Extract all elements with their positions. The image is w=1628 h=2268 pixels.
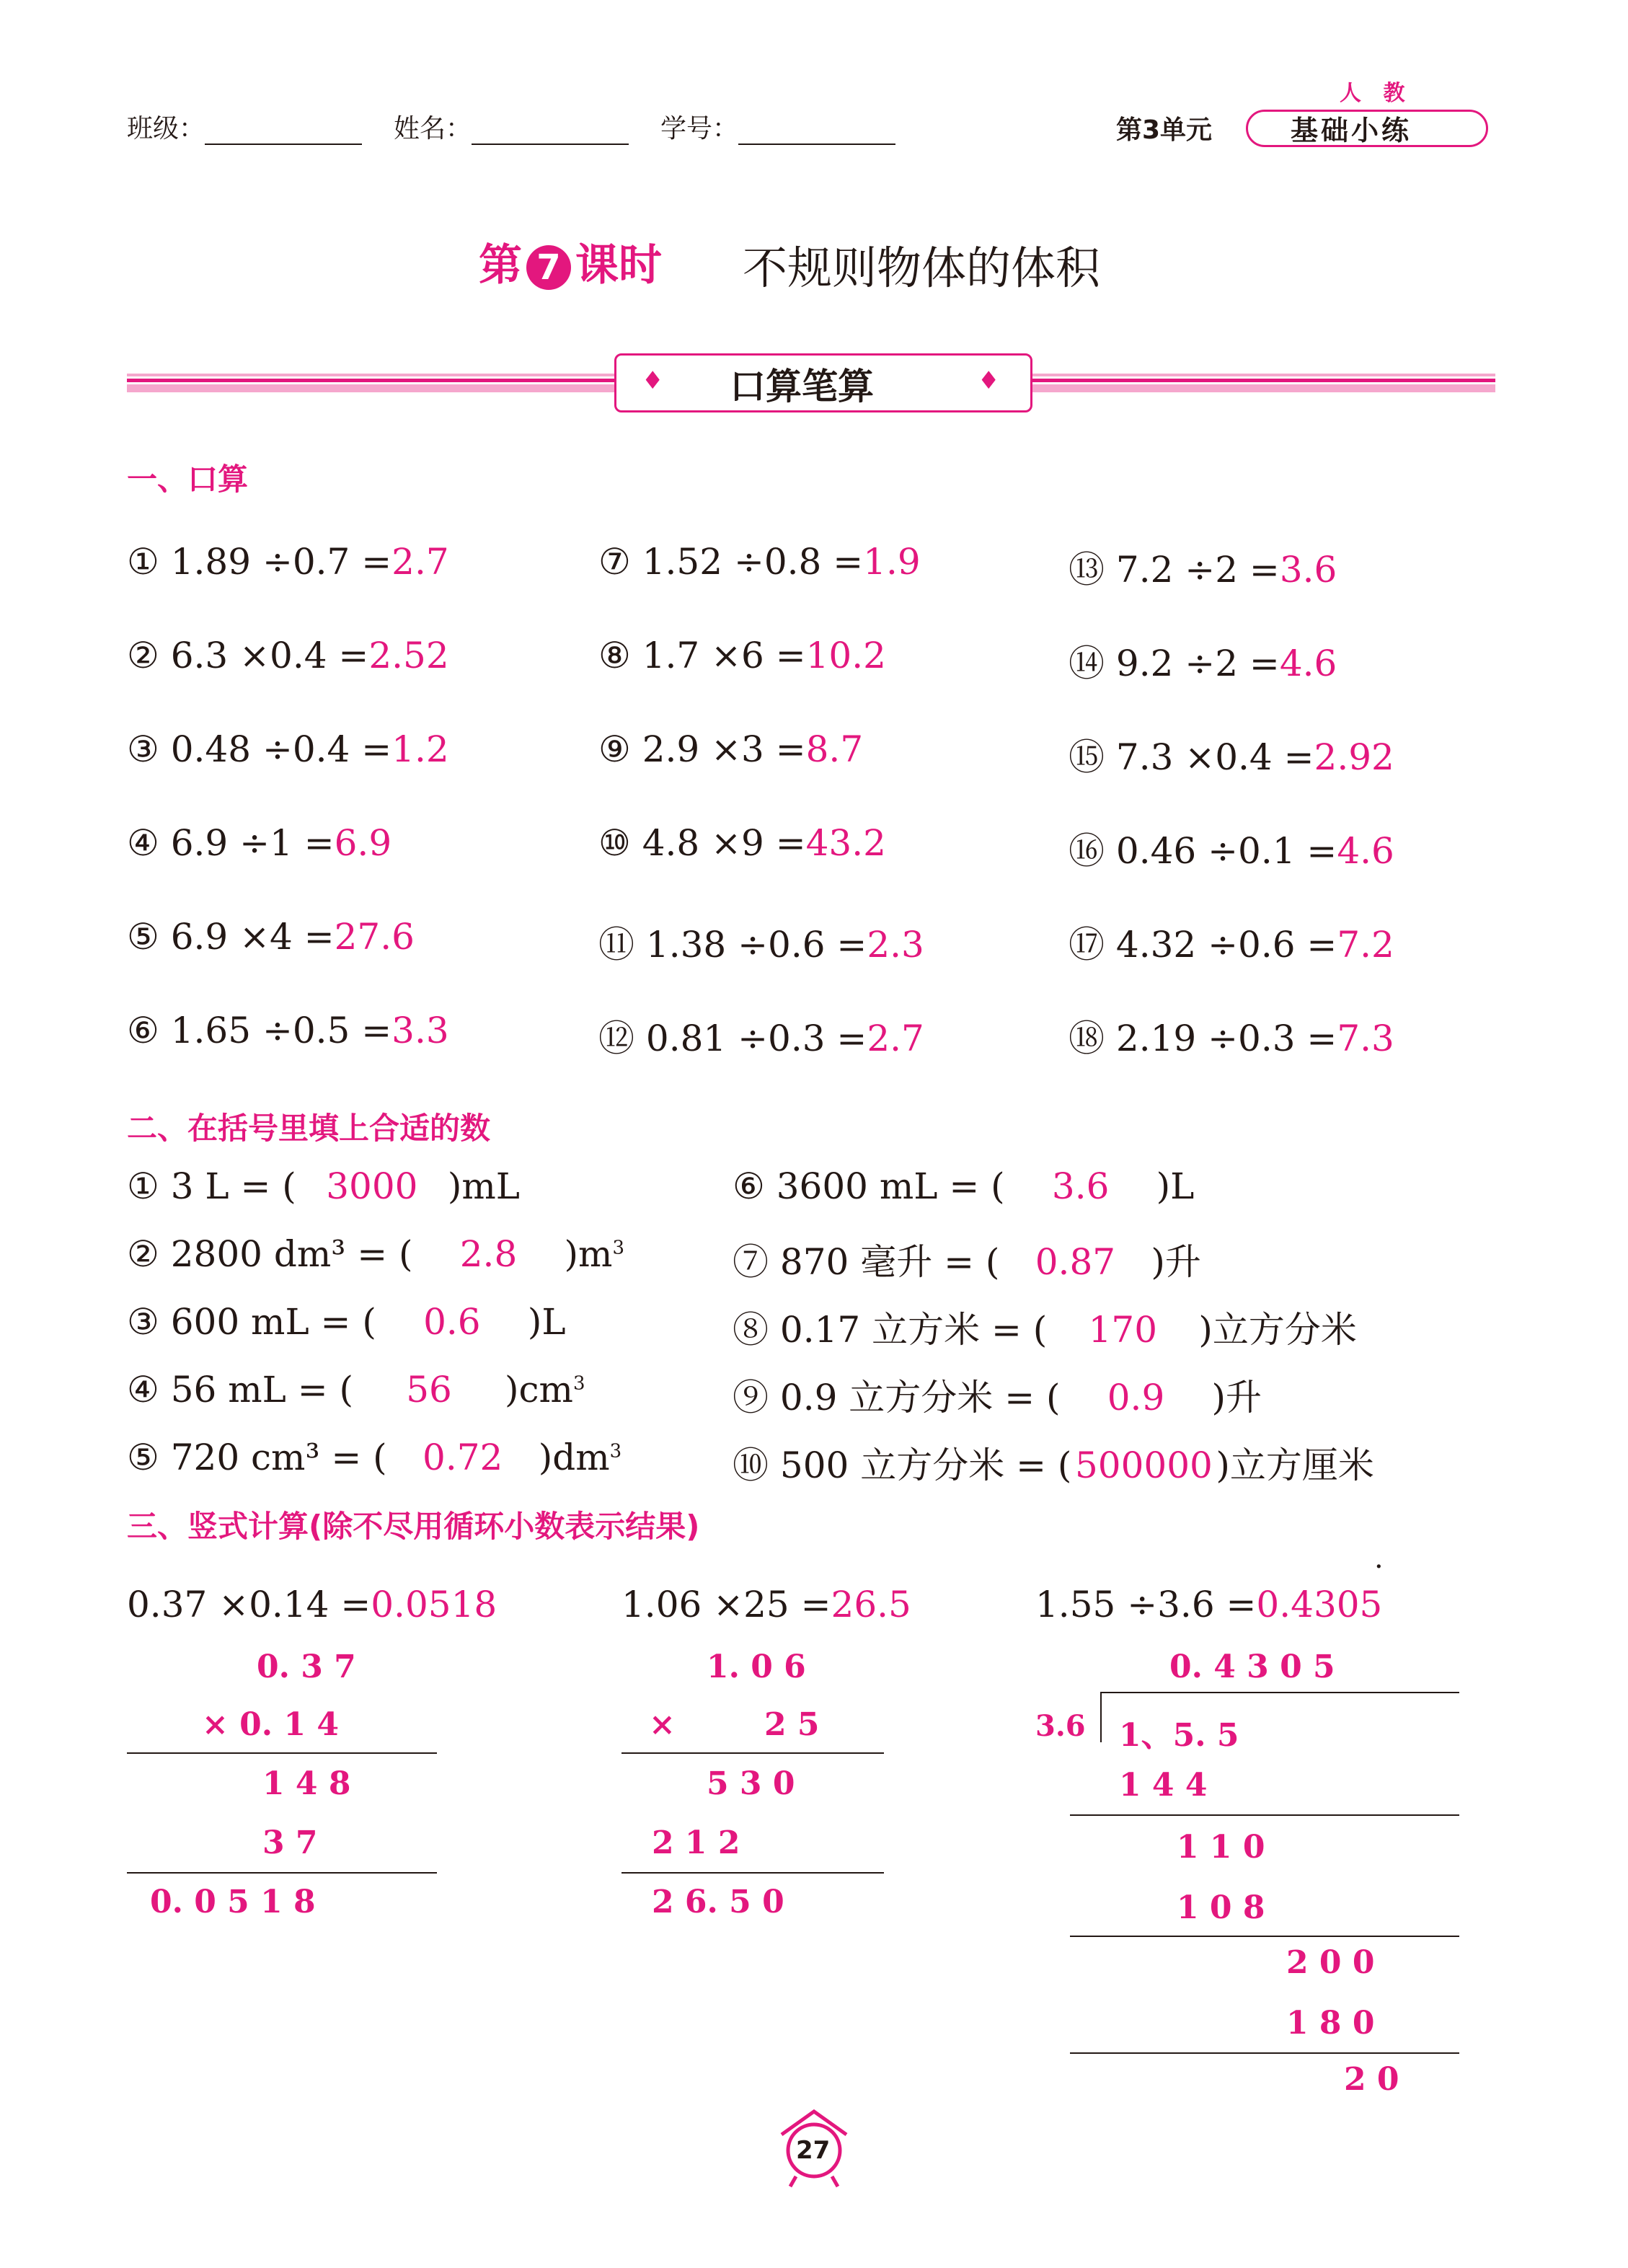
division-bracket <box>1100 1692 1102 1742</box>
question-item: ⑧ 1.7 ×6 =10.2 <box>598 635 886 676</box>
answer: 1.2 <box>391 728 449 770</box>
calc-row: 2 5 <box>764 1706 820 1743</box>
calc-row: 2 0 0 <box>1286 1944 1375 1981</box>
calc-divisor: 3.6 <box>1035 1709 1086 1743</box>
class-blank[interactable] <box>205 122 362 145</box>
fill-item: ⑥ 3600 mL = ( 3.6 )L <box>733 1165 1195 1207</box>
lesson-number <box>479 231 662 293</box>
student-id-blank[interactable] <box>738 122 895 145</box>
calc-row: 1. 0 6 <box>707 1649 806 1685</box>
student-id-label: 学号： <box>660 114 739 144</box>
fill-item: ⑨ 0.9 立方分米 = ( 0.9 )升 <box>733 1377 1262 1418</box>
calc-line <box>621 1752 884 1754</box>
banner-title: 口算笔算 <box>730 366 874 407</box>
answer: 2.52 <box>368 635 449 676</box>
fill-item: ⑧ 0.17 立方米 = ( 170 )立方分米 <box>733 1309 1357 1351</box>
question-item: ② 6.3 ×0.4 =2.52 <box>127 635 449 676</box>
answer: 7.2 <box>1337 924 1394 966</box>
answer: 7.3 <box>1337 1018 1394 1059</box>
calc-row: 0. 0 5 1 8 <box>150 1884 316 1920</box>
answer: 1.9 <box>863 541 921 583</box>
fill-answer[interactable]: 3000 <box>326 1165 418 1207</box>
class-field[interactable] <box>127 108 362 145</box>
unit-label: 第3单元 <box>1116 115 1213 145</box>
calc-row: 0. 3 7 <box>257 1649 356 1685</box>
question-item: ⑱ 2.19 ÷0.3 =7.3 <box>1069 1018 1394 1059</box>
question-item: ⑥ 1.65 ÷0.5 =3.3 <box>127 1010 449 1051</box>
answer: 3.3 <box>391 1010 449 1051</box>
calc-row: 2 0 <box>1344 2061 1399 2098</box>
fill-answer[interactable]: 2.8 <box>459 1233 518 1275</box>
fill-answer[interactable]: 0.6 <box>423 1301 481 1343</box>
calc-row: 5 3 0 <box>707 1765 795 1802</box>
diamond-icon: ♦ <box>642 366 664 395</box>
calc-line <box>621 1872 884 1874</box>
fill-item: ④ 56 mL = ( 56 )$cm^3$ <box>127 1369 585 1411</box>
section-heading-vertical: 三、竖式计算(除不尽用循环小数表示结果) <box>127 1509 700 1544</box>
answer: 3.6 <box>1279 549 1337 591</box>
edition-label: 人 教 <box>1340 81 1412 106</box>
question-item: 0.37 ×0.14 =0.0518 <box>127 1584 497 1625</box>
calc-row: 1 4 8 <box>262 1765 351 1802</box>
calc-dividend: 1、5. 5 <box>1119 1717 1239 1754</box>
answer: 2.92 <box>1314 736 1394 778</box>
fill-answer[interactable]: 170 <box>1088 1309 1158 1351</box>
diamond-icon: ♦ <box>978 366 1000 395</box>
name-label: 姓名： <box>394 114 472 144</box>
fill-item: ③ 600 mL = ( 0.6 )L <box>127 1301 566 1343</box>
answer: 8.7 <box>805 728 864 770</box>
fill-item: ② 2800 dm³ = ( 2.8 )$m^3$ <box>127 1233 624 1275</box>
calc-row: 2 6. 5 0 <box>652 1884 784 1920</box>
answer: 0.4305 <box>1256 1584 1383 1625</box>
calc-row: × 0. 1 4 <box>202 1706 339 1743</box>
division-bar <box>1102 1692 1459 1693</box>
calc-row: × <box>649 1706 676 1743</box>
class-label: 班级： <box>127 114 205 144</box>
banner-stripe-left <box>127 374 614 392</box>
question-item: ③ 0.48 ÷0.4 =1.2 <box>127 728 449 770</box>
question-item: ⑰ 4.32 ÷0.6 =7.2 <box>1069 924 1394 966</box>
question-item: 1.06 ×25 =26.5 <box>621 1584 911 1625</box>
calc-line <box>1070 1814 1459 1816</box>
fill-item: ① 3 L = ( 3000 )mL <box>127 1165 520 1207</box>
question-item: ⑫ 0.81 ÷0.3 =2.7 <box>598 1018 924 1059</box>
fill-answer[interactable]: 500000 <box>1074 1444 1213 1486</box>
calc-row: 1 4 4 <box>1119 1767 1208 1804</box>
name-field[interactable] <box>394 108 629 145</box>
answer: 4.6 <box>1279 643 1337 684</box>
question-item: ⑭ 9.2 ÷2 =4.6 <box>1069 643 1337 684</box>
fill-item: ⑤ 720 cm³ = ( 0.72 )$dm^3$ <box>127 1437 622 1478</box>
answer: 2.3 <box>867 924 924 966</box>
lesson-prefix: 第 <box>479 240 522 291</box>
calc-line <box>127 1752 437 1754</box>
answer: 0.0518 <box>371 1584 497 1625</box>
fill-answer[interactable]: 0.9 <box>1107 1377 1165 1418</box>
fill-answer[interactable]: 0.72 <box>423 1437 503 1478</box>
answer: 2.7 <box>391 541 449 583</box>
question-item: ⑬ 7.2 ÷2 =3.6 <box>1069 549 1337 591</box>
question-item: ⑨ 2.9 ×3 =8.7 <box>598 728 864 770</box>
lesson-suffix: 课时 <box>575 240 662 291</box>
fill-item: ⑩ 500 立方分米 = (500000)立方厘米 <box>733 1444 1374 1486</box>
calc-quotient: 0. 4 3 0 5 <box>1169 1649 1335 1685</box>
calc-row: 1 8 0 <box>1286 2005 1375 2042</box>
question-item: 1.55 ÷3.6 =0.4305 <box>1035 1584 1383 1625</box>
answer: 10.2 <box>805 635 886 676</box>
student-id-field[interactable] <box>660 108 895 145</box>
name-blank[interactable] <box>472 122 629 145</box>
page-title: 不规则物体的体积 <box>743 242 1101 294</box>
question-item: ⑯ 0.46 ÷0.1 =4.6 <box>1069 830 1394 872</box>
question-item: ④ 6.9 ÷1 =6.9 <box>127 822 392 864</box>
answer: 6.9 <box>334 822 392 864</box>
question-item: ⑪ 1.38 ÷0.6 =2.3 <box>598 924 924 966</box>
question-item: ⑤ 6.9 ×4 =27.6 <box>127 916 415 958</box>
fill-answer[interactable]: 0.87 <box>1035 1241 1116 1283</box>
section-heading-oral: 一、口算 <box>127 462 249 497</box>
calc-row: 3 7 <box>262 1824 318 1861</box>
answer: 2.7 <box>867 1018 924 1059</box>
lesson-number-circle: 7 <box>526 245 571 290</box>
question-item: ① 1.89 ÷0.7 =2.7 <box>127 541 449 583</box>
calc-row: 1 1 0 <box>1177 1829 1265 1866</box>
calc-line <box>1070 2052 1459 2054</box>
calc-row: 1 0 8 <box>1177 1889 1265 1926</box>
fill-answer[interactable]: 56 <box>406 1369 452 1411</box>
answer: 26.5 <box>831 1584 911 1625</box>
answer: 43.2 <box>805 822 886 864</box>
question-item: ⑩ 4.8 ×9 =43.2 <box>598 822 886 864</box>
banner-stripe-right <box>1032 374 1495 392</box>
page-number: 27 <box>796 2136 831 2165</box>
section-heading-fill: 二、在括号里填上合适的数 <box>127 1111 491 1146</box>
question-item: ⑮ 7.3 ×0.4 =2.92 <box>1069 736 1394 778</box>
fill-answer[interactable]: 3.6 <box>1051 1165 1110 1207</box>
answer: 27.6 <box>334 916 415 958</box>
calc-line <box>1070 1936 1459 1937</box>
calc-row: 2 1 2 <box>652 1824 740 1861</box>
answer: 4.6 <box>1337 830 1394 872</box>
repeat-dot: · <box>1374 1550 1384 1584</box>
question-item: ⑦ 1.52 ÷0.8 =1.9 <box>598 541 921 583</box>
fill-item: ⑦ 870 毫升 = ( 0.87 )升 <box>733 1241 1201 1283</box>
series-label: 基础小练 <box>1291 115 1412 146</box>
calc-line <box>127 1872 437 1874</box>
